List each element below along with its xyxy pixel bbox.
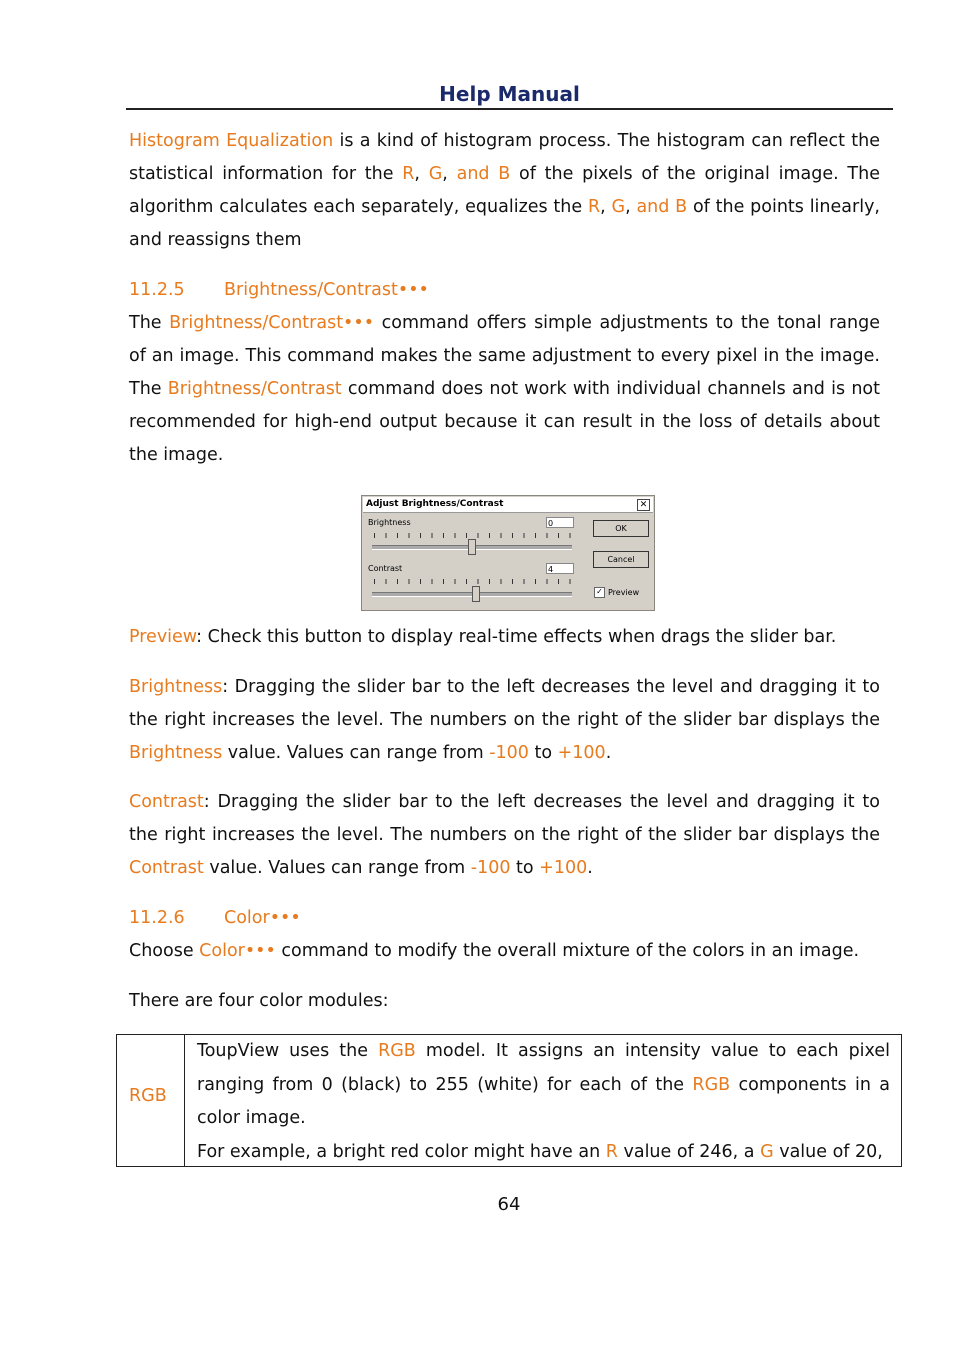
term-g: G bbox=[760, 1141, 774, 1162]
table-cell-rgb-description bbox=[197, 1035, 890, 1169]
text: , bbox=[625, 197, 637, 217]
preview-label: Preview bbox=[608, 588, 640, 597]
text: ToupView uses the bbox=[197, 1041, 379, 1061]
text: , bbox=[442, 164, 457, 184]
text: is a kind of histogram process. The histogram can reflect the statistical information for the bbox=[129, 131, 881, 184]
text: : Check this button to display real-time effects when drags the slider bar. bbox=[196, 627, 837, 647]
text: : Dragging the slider bar to the left decreases the level and dragging it to the right increases the level. The numbers on the right of the slider bar displays the bbox=[129, 792, 880, 845]
brightness-slider-thumb[interactable] bbox=[468, 539, 476, 555]
header-rule bbox=[126, 108, 893, 110]
brightness-ticks bbox=[374, 533, 574, 538]
dialog-title-bar bbox=[363, 497, 653, 513]
text: : Dragging the slider bar to the left decreases the level and dragging it to the right increases the level. The numbers on the right of the slider bar displays the bbox=[129, 677, 880, 730]
text: . bbox=[587, 858, 593, 878]
contrast-ticks bbox=[374, 579, 574, 584]
term-histogram-equalization: Histogram Equalization bbox=[129, 131, 334, 151]
term-color: Color••• bbox=[199, 941, 276, 961]
contrast-paragraph bbox=[129, 786, 880, 885]
text: command does not work with individual channels and is not recommended for high-end output because it can result in the loss of details about the image. bbox=[129, 379, 880, 465]
ok-button[interactable]: OK bbox=[593, 520, 649, 537]
preview-checkbox[interactable]: ✓ bbox=[594, 587, 605, 598]
brightness-value[interactable]: 0 bbox=[546, 517, 574, 528]
term-brightness-contrast: Brightness/Contrast bbox=[167, 379, 342, 399]
term-r: R bbox=[605, 1141, 618, 1162]
section-number: 11.2.6 bbox=[129, 908, 185, 928]
cancel-button[interactable]: Cancel bbox=[593, 551, 649, 568]
intro-paragraph bbox=[129, 125, 880, 257]
section-title: Brightness/Contrast••• bbox=[224, 280, 429, 300]
text: value of 20, bbox=[773, 1141, 883, 1162]
term-g: G bbox=[611, 197, 626, 217]
text: command to modify the overall mixture of the colors in an image. bbox=[275, 941, 860, 961]
text: of the pixels of the original image. The algorithm calculates each separately, equalizes the bbox=[129, 164, 880, 217]
text: For example, a bright red color might have an bbox=[197, 1141, 606, 1162]
text: The bbox=[129, 313, 170, 333]
term-rgb: RGB bbox=[692, 1074, 731, 1095]
adjust-brightness-contrast-dialog bbox=[361, 495, 655, 611]
text: components in a color image. bbox=[197, 1074, 890, 1128]
text: to bbox=[528, 743, 558, 763]
brightness-contrast-paragraph bbox=[129, 307, 880, 472]
text: , bbox=[414, 164, 429, 184]
term-and-b: and B bbox=[456, 164, 511, 184]
text: model. It assigns an intensity value to each pixel ranging from 0 (black) to 255 (white) for each of the bbox=[197, 1041, 890, 1095]
term-brightness: Brightness bbox=[129, 743, 223, 763]
text: . bbox=[605, 743, 612, 763]
text: to bbox=[510, 858, 540, 878]
range-max: +100 bbox=[539, 858, 588, 878]
section-title: Color••• bbox=[224, 908, 301, 928]
color-paragraph bbox=[129, 935, 880, 968]
term-contrast: Contrast bbox=[129, 858, 204, 878]
preview-paragraph bbox=[129, 621, 880, 654]
text: command offers simple adjustments to the tonal range of an image. This command makes the same adjustment to every pixel in the image. The bbox=[129, 313, 880, 399]
term-preview: Preview bbox=[129, 627, 197, 647]
term-r: R bbox=[587, 197, 601, 217]
close-icon[interactable]: ✕ bbox=[637, 499, 650, 511]
range-min: -100 bbox=[489, 743, 529, 763]
contrast-value[interactable]: 4 bbox=[546, 563, 574, 574]
brightness-paragraph bbox=[129, 671, 880, 770]
range-min: -100 bbox=[470, 858, 511, 878]
contrast-slider-thumb[interactable] bbox=[472, 586, 480, 602]
text: value. Values can range from bbox=[203, 858, 471, 878]
text: , bbox=[600, 197, 612, 217]
text: value of 246, a bbox=[617, 1141, 761, 1162]
text: of the points linearly, and reassigns them bbox=[129, 197, 880, 250]
page-header-title: Help Manual bbox=[439, 82, 580, 106]
term-brightness-contrast: Brightness/Contrast••• bbox=[169, 313, 375, 333]
page-number: 64 bbox=[497, 1194, 521, 1215]
term-rgb: RGB bbox=[378, 1041, 416, 1061]
table-divider bbox=[184, 1035, 185, 1166]
range-max: +100 bbox=[557, 743, 606, 763]
term-and-b: and B bbox=[636, 197, 688, 217]
section-heading-11-2-5 bbox=[129, 274, 429, 307]
brightness-label: Brightness bbox=[368, 518, 411, 527]
term-g: G bbox=[428, 164, 443, 184]
contrast-label: Contrast bbox=[368, 564, 403, 573]
text: Choose bbox=[129, 941, 200, 961]
term-r: R bbox=[402, 164, 415, 184]
color-modules-table bbox=[116, 1034, 902, 1167]
term-contrast: Contrast bbox=[129, 792, 204, 812]
term-brightness: Brightness bbox=[129, 677, 223, 697]
section-heading-11-2-6 bbox=[129, 902, 301, 935]
text: value. Values can range from bbox=[222, 743, 490, 763]
table-row-label-rgb: RGB bbox=[129, 1086, 167, 1106]
section-number: 11.2.5 bbox=[129, 280, 185, 300]
dialog-title: Adjust Brightness/Contrast bbox=[366, 499, 504, 509]
color-modules-paragraph: There are four color modules: bbox=[129, 991, 389, 1011]
